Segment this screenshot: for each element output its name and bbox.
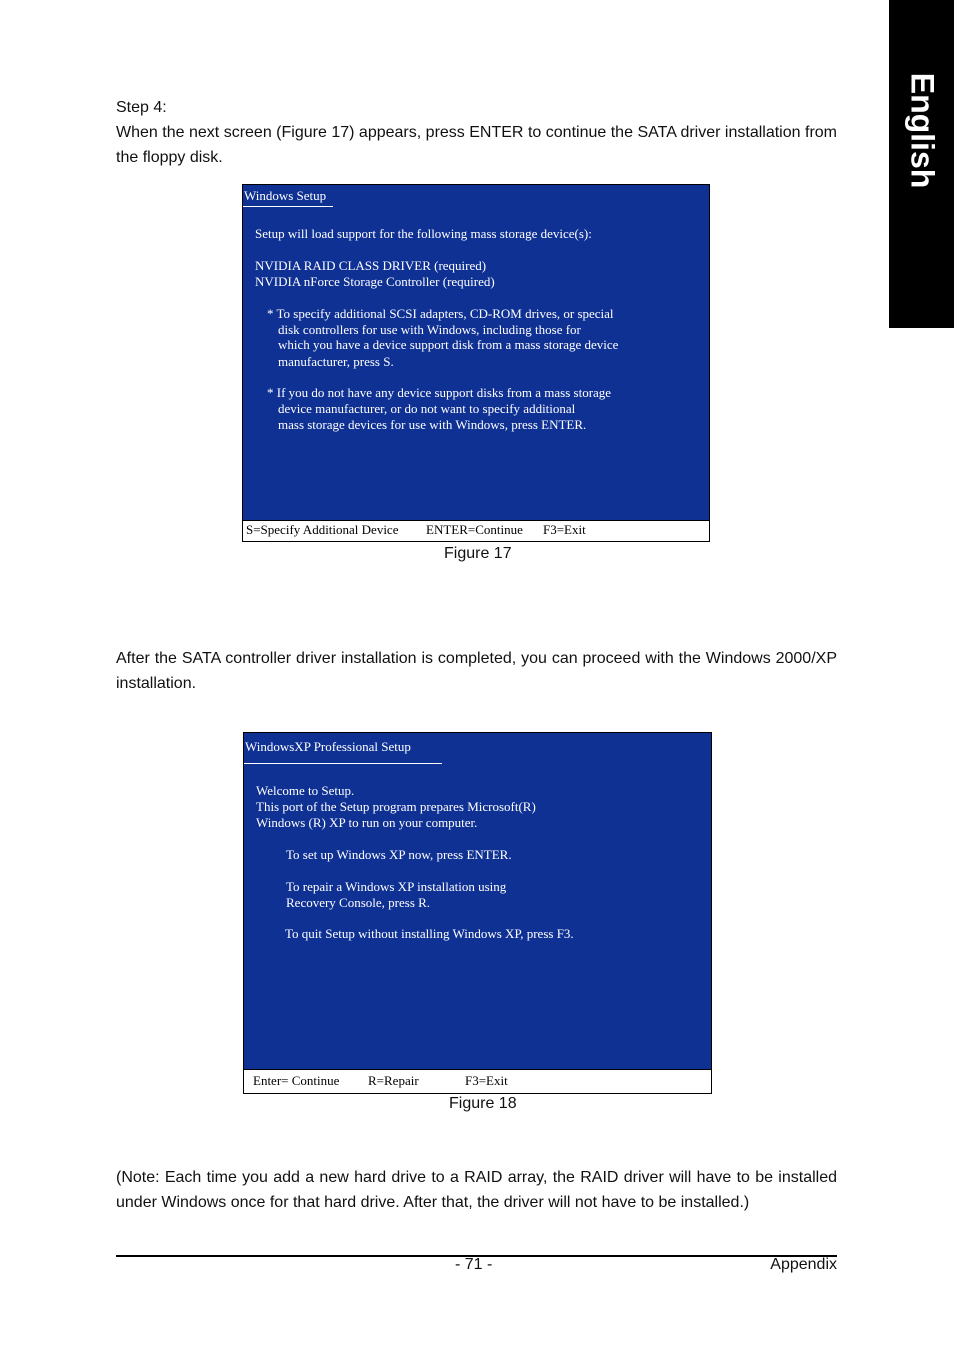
screen-line: NVIDIA RAID CLASS DRIVER (required) <box>255 258 487 273</box>
figure-18-setup-screen <box>243 732 712 1094</box>
screen-line: To set up Windows XP now, press ENTER. <box>286 847 512 862</box>
screen-line: disk controllers for use with Windows, including those for <box>278 322 581 337</box>
screen-line: Windows (R) XP to run on your computer. <box>256 815 478 830</box>
screen-line: This port of the Setup program prepares Microsoft(R) <box>256 799 536 814</box>
screen-line: which you have a device support disk from a mass storage device <box>278 337 619 352</box>
step-instructions: When the next screen (Figure 17) appears, press ENTER to continue the SATA driver installation from the floppy disk. <box>116 124 837 166</box>
screen-line: * To specify additional SCSI adapters, CD-ROM drives, or special <box>267 306 614 321</box>
status-bar <box>244 1069 711 1093</box>
status-key: Enter= Continue <box>253 1073 340 1088</box>
after-install-text: After the SATA controller driver installation is completed, you can proceed with the Windows 2000/XP installation. <box>116 650 837 692</box>
setup-title: WindowsXP Professional Setup <box>245 739 411 754</box>
title-underline <box>244 763 442 764</box>
status-key: F3=Exit <box>465 1073 508 1088</box>
section-name: Appendix <box>770 1256 837 1273</box>
screen-line: Welcome to Setup. <box>256 783 355 798</box>
language-tab <box>889 0 954 328</box>
screen-line: Recovery Console, press R. <box>286 895 431 910</box>
step-label: Step 4: <box>116 99 167 116</box>
language-tab-label: English <box>904 72 940 189</box>
status-key: F3=Exit <box>543 522 586 537</box>
screen-line: To quit Setup without installing Windows XP, press F3. <box>285 926 574 941</box>
figure-17-caption: Figure 17 <box>444 545 512 562</box>
page-number: - 71 - <box>455 1256 493 1273</box>
screen-line: device manufacturer, or do not want to specify additional <box>278 401 576 416</box>
screen-line: To repair a Windows XP installation using <box>286 879 507 894</box>
status-key: R=Repair <box>368 1073 419 1088</box>
screen-line: Setup will load support for the following mass storage device(s): <box>255 226 592 241</box>
setup-title: Windows Setup <box>244 188 327 203</box>
status-bar <box>243 520 709 541</box>
screen-line: * If you do not have any device support disks from a mass storage <box>267 385 612 400</box>
raid-note: (Note: Each time you add a new hard drive to a RAID array, the RAID driver will have to be installed under Windows once for that hard drive. After that, the driver will not have to be installed.) <box>116 1169 837 1211</box>
screen-line: manufacturer, press S. <box>278 354 394 369</box>
figure-18-caption: Figure 18 <box>449 1095 517 1112</box>
screen-line: NVIDIA nForce Storage Controller (required) <box>255 274 495 289</box>
screen-line: mass storage devices for use with Windows, press ENTER. <box>278 417 587 432</box>
status-key: ENTER=Continue <box>426 522 523 537</box>
status-key: S=Specify Additional Device <box>246 522 399 537</box>
figure-17-setup-screen <box>242 184 710 542</box>
title-underline <box>243 206 333 207</box>
